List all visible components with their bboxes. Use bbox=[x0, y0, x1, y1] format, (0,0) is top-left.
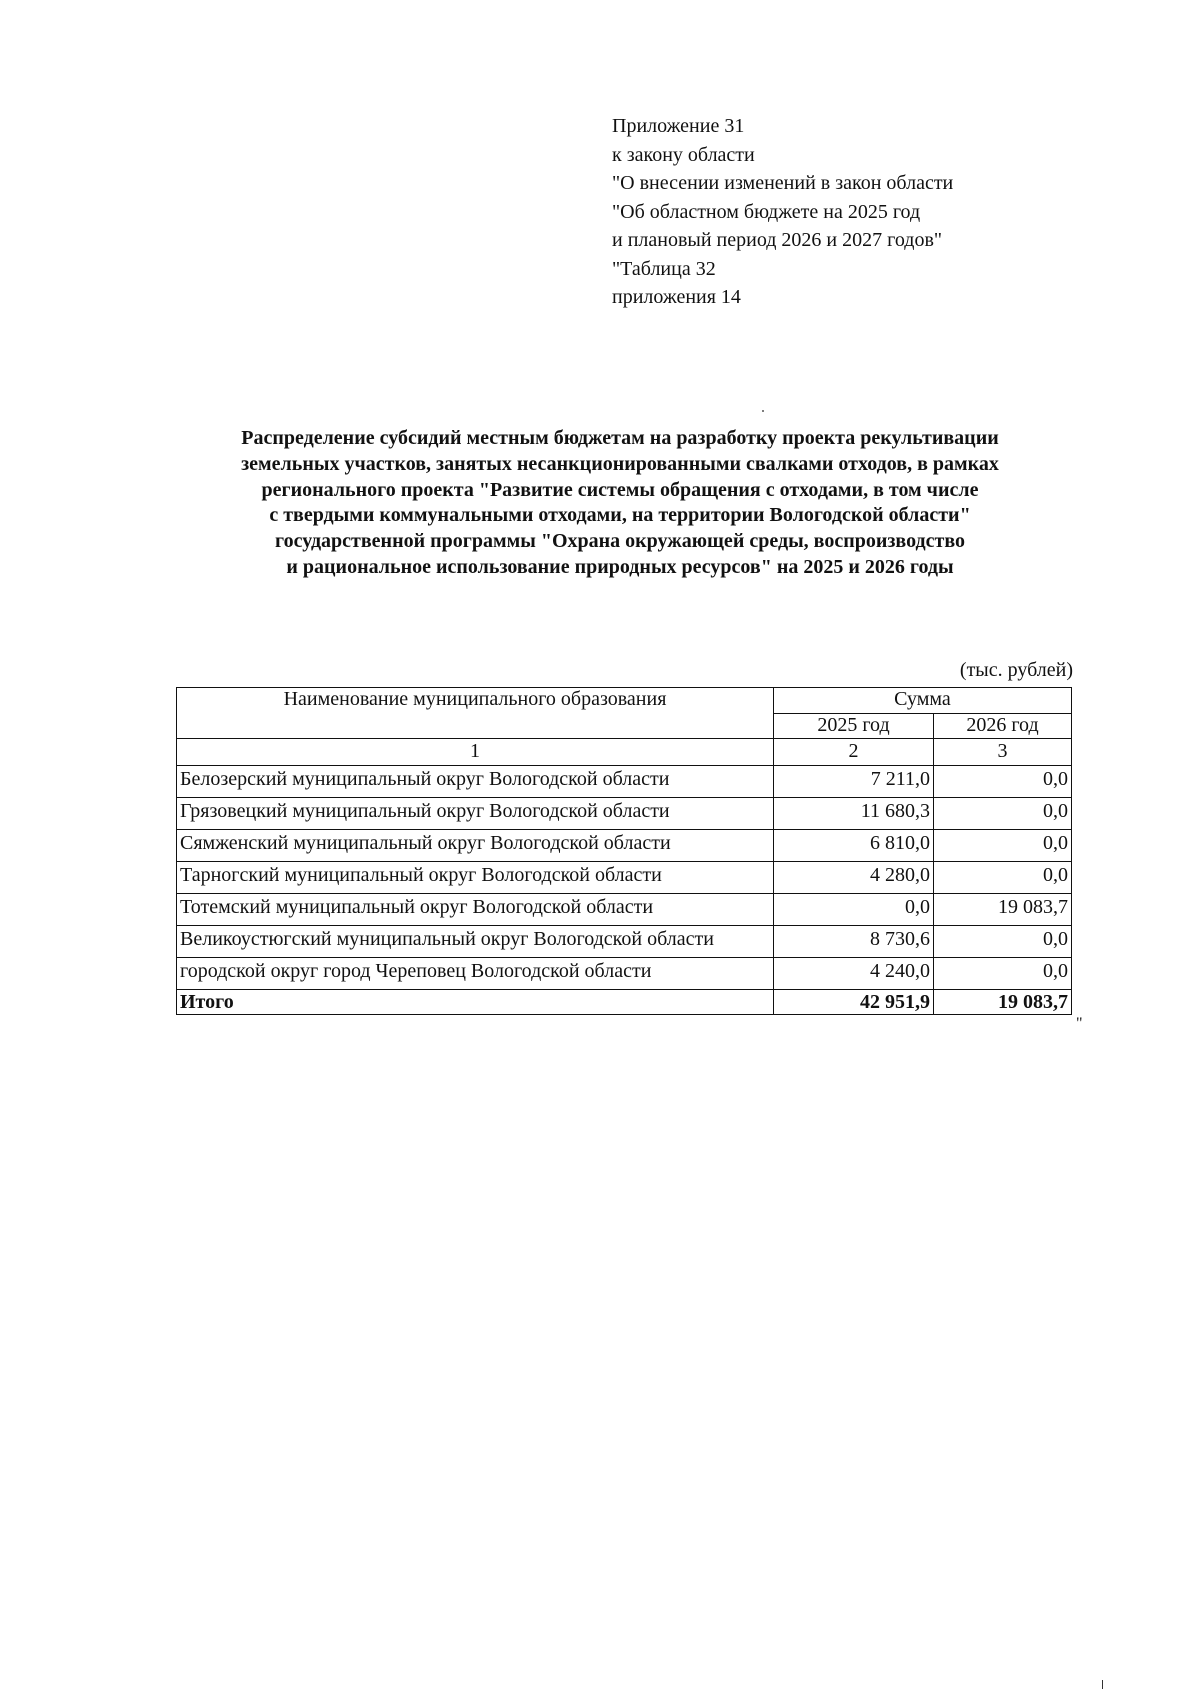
amount-2025: 8 730,6 bbox=[774, 926, 934, 958]
header-line: "Об областном бюджете на 2025 год bbox=[612, 200, 921, 223]
appendix-header bbox=[612, 112, 1032, 312]
subsidy-table bbox=[176, 687, 1072, 1015]
total-2026: 19 083,7 bbox=[934, 990, 1072, 1015]
amount-2025: 7 211,0 bbox=[774, 766, 934, 798]
column-header-sum: Сумма bbox=[774, 688, 1072, 714]
column-number: 1 bbox=[177, 739, 774, 766]
table-row bbox=[177, 798, 1072, 830]
table-row bbox=[177, 926, 1072, 958]
municipality-name: Тотемский муниципальный округ Вологодской области bbox=[177, 894, 774, 926]
total-row bbox=[177, 990, 1072, 1015]
header-line: Приложение 31 bbox=[612, 115, 745, 137]
municipality-name: городской округ город Череповец Вологодской области bbox=[177, 958, 774, 990]
closing-quote: " bbox=[1076, 1015, 1083, 1032]
amount-2026: 0,0 bbox=[934, 798, 1072, 830]
units-label: (тыс. рублей) bbox=[959, 659, 1073, 681]
total-2025: 42 951,9 bbox=[774, 990, 934, 1015]
header-line: приложения 14 bbox=[612, 286, 741, 308]
table-row bbox=[177, 862, 1072, 894]
amount-2025: 0,0 bbox=[774, 894, 934, 926]
municipality-name: Белозерский муниципальный округ Вологодской области bbox=[177, 766, 774, 798]
table-row bbox=[177, 766, 1072, 798]
amount-2026: 0,0 bbox=[934, 862, 1072, 894]
amount-2025: 4 280,0 bbox=[774, 862, 934, 894]
header-line: к закону области bbox=[612, 143, 755, 166]
column-header-2025: 2025 год bbox=[774, 713, 934, 739]
column-header-name: Наименование муниципального образования bbox=[177, 688, 774, 739]
municipality-name: Грязовецкий муниципальный округ Вологодской области bbox=[177, 798, 774, 830]
amount-2026: 19 083,7 bbox=[934, 894, 1072, 926]
table-row bbox=[177, 958, 1072, 990]
document-title bbox=[160, 426, 1080, 581]
column-number: 3 bbox=[934, 739, 1072, 766]
amount-2026: 0,0 bbox=[934, 926, 1072, 958]
amount-2026: 0,0 bbox=[934, 766, 1072, 798]
amount-2026: 0,0 bbox=[934, 958, 1072, 990]
amount-2025: 4 240,0 bbox=[774, 958, 934, 990]
municipality-name: Сямженский муниципальный округ Вологодской области bbox=[177, 830, 774, 862]
title-line: земельных участков, занятых несанкционированными свалками отходов, в рамках bbox=[241, 452, 999, 475]
municipality-name: Тарногский муниципальный округ Вологодской области bbox=[177, 862, 774, 894]
title-line: регионального проекта "Развитие системы обращения с отходами, в том числе bbox=[261, 478, 979, 501]
amount-2025: 6 810,0 bbox=[774, 830, 934, 862]
municipality-name: Великоустюгский муниципальный округ Вологодской области bbox=[177, 926, 774, 958]
table-row bbox=[177, 894, 1072, 926]
column-number: 2 bbox=[774, 739, 934, 766]
scan-mark bbox=[1102, 1680, 1103, 1689]
header-line: "О внесении изменений в закон области bbox=[612, 172, 954, 194]
total-label: Итого bbox=[177, 990, 774, 1015]
title-line: государственной программы "Охрана окружающей среды, воспроизводство bbox=[275, 530, 965, 553]
column-header-2026: 2026 год bbox=[934, 713, 1072, 739]
scan-speck bbox=[762, 410, 764, 412]
header-line: "Таблица 32 bbox=[612, 257, 716, 280]
amount-2026: 0,0 bbox=[934, 830, 1072, 862]
header-line: и плановый период 2026 и 2027 годов" bbox=[612, 229, 943, 251]
amount-2025: 11 680,3 bbox=[774, 798, 934, 830]
title-line: Распределение субсидий местным бюджетам на разработку проекта рекультивации bbox=[241, 427, 999, 449]
title-line: и рациональное использование природных ресурсов" на 2025 и 2026 годы bbox=[286, 555, 954, 578]
table-row bbox=[177, 830, 1072, 862]
title-line: с твердыми коммунальными отходами, на территории Вологодской области" bbox=[269, 504, 971, 527]
